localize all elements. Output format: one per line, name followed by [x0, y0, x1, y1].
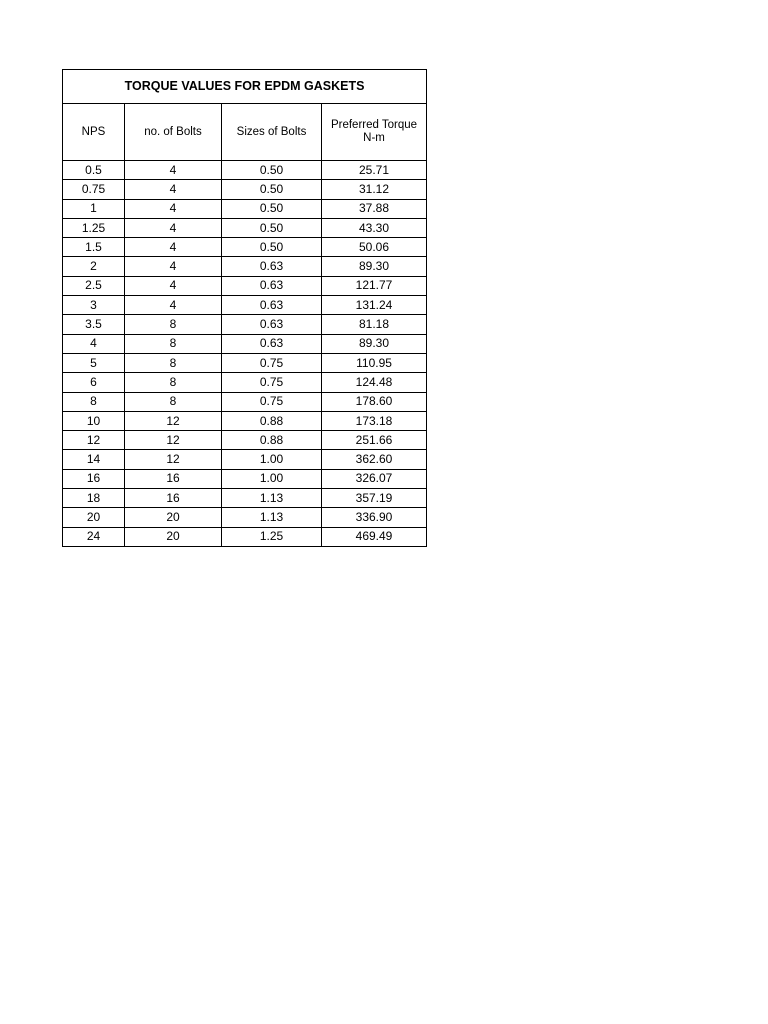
cell-preferred-torque: 178.60	[322, 392, 427, 411]
cell-size-of-bolts: 0.75	[222, 353, 322, 372]
cell-size-of-bolts: 0.63	[222, 315, 322, 334]
cell-nps: 14	[63, 450, 125, 469]
cell-size-of-bolts: 0.50	[222, 238, 322, 257]
cell-size-of-bolts: 0.63	[222, 276, 322, 295]
torque-table-sheet	[62, 69, 426, 547]
table-row	[63, 411, 427, 430]
cell-no-of-bolts: 4	[125, 296, 222, 315]
table-row	[63, 334, 427, 353]
header-nps: NPS	[63, 104, 125, 161]
table-row	[63, 199, 427, 218]
table-row	[63, 180, 427, 199]
cell-size-of-bolts: 1.25	[222, 527, 322, 546]
cell-size-of-bolts: 0.75	[222, 373, 322, 392]
cell-preferred-torque: 362.60	[322, 450, 427, 469]
cell-no-of-bolts: 8	[125, 334, 222, 353]
cell-preferred-torque: 43.30	[322, 218, 427, 237]
cell-preferred-torque: 25.71	[322, 161, 427, 180]
table-row	[63, 392, 427, 411]
cell-nps: 3.5	[63, 315, 125, 334]
cell-preferred-torque: 124.48	[322, 373, 427, 392]
cell-no-of-bolts: 12	[125, 431, 222, 450]
cell-no-of-bolts: 12	[125, 411, 222, 430]
cell-nps: 10	[63, 411, 125, 430]
cell-nps: 3	[63, 296, 125, 315]
cell-no-of-bolts: 8	[125, 315, 222, 334]
cell-nps: 6	[63, 373, 125, 392]
cell-nps: 0.5	[63, 161, 125, 180]
table-row	[63, 489, 427, 508]
cell-size-of-bolts: 0.88	[222, 411, 322, 430]
cell-preferred-torque: 469.49	[322, 527, 427, 546]
cell-nps: 1.5	[63, 238, 125, 257]
cell-size-of-bolts: 0.63	[222, 257, 322, 276]
cell-size-of-bolts: 0.63	[222, 334, 322, 353]
cell-no-of-bolts: 8	[125, 392, 222, 411]
table-body	[63, 161, 427, 547]
cell-nps: 1	[63, 199, 125, 218]
cell-nps: 16	[63, 469, 125, 488]
cell-preferred-torque: 357.19	[322, 489, 427, 508]
header-sizes-of-bolts: Sizes of Bolts	[222, 104, 322, 161]
cell-preferred-torque: 110.95	[322, 353, 427, 372]
cell-no-of-bolts: 16	[125, 469, 222, 488]
table-title: TORQUE VALUES FOR EPDM GASKETS	[63, 70, 427, 104]
cell-size-of-bolts: 0.50	[222, 161, 322, 180]
header-preferred-torque-line1: Preferred Torque	[330, 119, 418, 131]
table-row	[63, 161, 427, 180]
cell-preferred-torque: 131.24	[322, 296, 427, 315]
header-no-of-bolts: no. of Bolts	[125, 104, 222, 161]
table-row	[63, 508, 427, 527]
table-row	[63, 373, 427, 392]
table-row	[63, 527, 427, 546]
cell-no-of-bolts: 8	[125, 373, 222, 392]
cell-preferred-torque: 173.18	[322, 411, 427, 430]
cell-nps: 5	[63, 353, 125, 372]
cell-size-of-bolts: 0.63	[222, 296, 322, 315]
cell-no-of-bolts: 20	[125, 527, 222, 546]
cell-no-of-bolts: 4	[125, 257, 222, 276]
cell-preferred-torque: 89.30	[322, 334, 427, 353]
cell-nps: 8	[63, 392, 125, 411]
cell-preferred-torque: 81.18	[322, 315, 427, 334]
cell-size-of-bolts: 1.00	[222, 469, 322, 488]
cell-preferred-torque: 121.77	[322, 276, 427, 295]
cell-size-of-bolts: 1.13	[222, 489, 322, 508]
table-row	[63, 296, 427, 315]
cell-preferred-torque: 251.66	[322, 431, 427, 450]
cell-preferred-torque: 89.30	[322, 257, 427, 276]
cell-no-of-bolts: 4	[125, 199, 222, 218]
cell-size-of-bolts: 1.13	[222, 508, 322, 527]
cell-no-of-bolts: 4	[125, 180, 222, 199]
header-preferred-torque-unit: N-m	[363, 132, 385, 144]
cell-preferred-torque: 326.07	[322, 469, 427, 488]
cell-nps: 12	[63, 431, 125, 450]
torque-values-table	[62, 69, 427, 547]
cell-no-of-bolts: 12	[125, 450, 222, 469]
cell-no-of-bolts: 16	[125, 489, 222, 508]
table-row	[63, 469, 427, 488]
table-row	[63, 450, 427, 469]
cell-no-of-bolts: 4	[125, 161, 222, 180]
table-row	[63, 353, 427, 372]
cell-nps: 4	[63, 334, 125, 353]
table-row	[63, 431, 427, 450]
cell-nps: 0.75	[63, 180, 125, 199]
cell-no-of-bolts: 4	[125, 218, 222, 237]
table-row	[63, 218, 427, 237]
header-row	[63, 104, 427, 161]
cell-size-of-bolts: 0.88	[222, 431, 322, 450]
cell-preferred-torque: 336.90	[322, 508, 427, 527]
cell-size-of-bolts: 0.50	[222, 180, 322, 199]
table-row	[63, 257, 427, 276]
table-row	[63, 276, 427, 295]
cell-nps: 2	[63, 257, 125, 276]
cell-preferred-torque: 31.12	[322, 180, 427, 199]
cell-nps: 24	[63, 527, 125, 546]
cell-no-of-bolts: 4	[125, 238, 222, 257]
table-row	[63, 238, 427, 257]
cell-size-of-bolts: 0.50	[222, 218, 322, 237]
cell-nps: 20	[63, 508, 125, 527]
cell-size-of-bolts: 0.50	[222, 199, 322, 218]
table-row	[63, 315, 427, 334]
cell-preferred-torque: 50.06	[322, 238, 427, 257]
cell-size-of-bolts: 1.00	[222, 450, 322, 469]
cell-nps: 18	[63, 489, 125, 508]
cell-no-of-bolts: 8	[125, 353, 222, 372]
cell-nps: 2.5	[63, 276, 125, 295]
header-preferred-torque	[322, 104, 427, 161]
cell-no-of-bolts: 20	[125, 508, 222, 527]
cell-size-of-bolts: 0.75	[222, 392, 322, 411]
cell-preferred-torque: 37.88	[322, 199, 427, 218]
cell-nps: 1.25	[63, 218, 125, 237]
cell-no-of-bolts: 4	[125, 276, 222, 295]
